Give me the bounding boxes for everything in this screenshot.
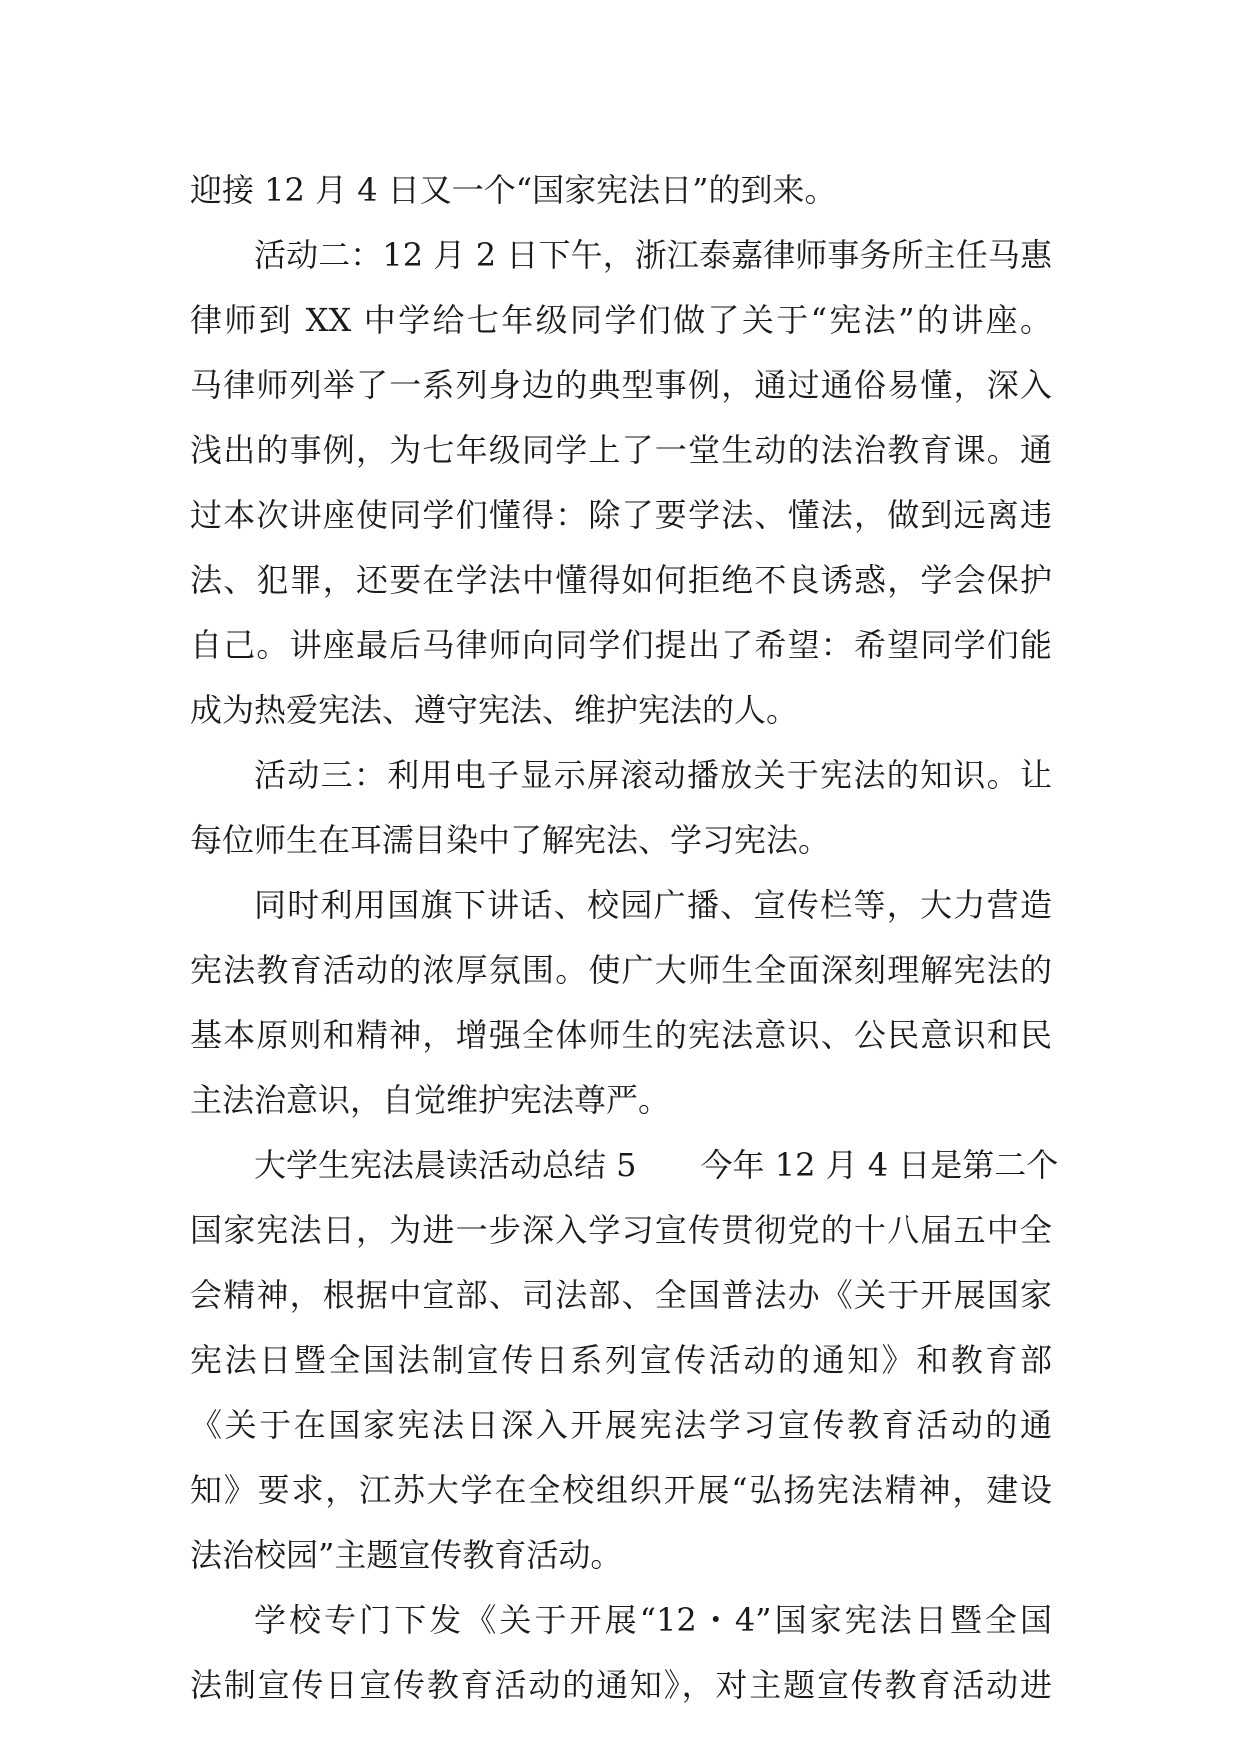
text-line: 大学生宪法晨读活动总结 5 今年 12 月 4 日是第二个 (254, 1146, 1059, 1184)
text-line: 活动二：12 月 2 日下午，浙江泰嘉律师事务所主任马惠 (254, 236, 1052, 274)
text-line: 主法治意识，自觉维护宪法尊严。 (190, 1081, 671, 1119)
text-line: 同时利用国旗下讲话、校园广播、宣传栏等，大力营造 (254, 886, 1052, 924)
text-line: 马律师列举了一系列身边的典型事例，通过通俗易懂，深入 (190, 366, 1052, 404)
text-line: 成为热爱宪法、遵守宪法、维护宪法的人。 (190, 691, 799, 729)
text-line: 《关于在国家宪法日深入开展宪法学习宣传教育活动的通 (190, 1406, 1052, 1444)
text-line: 法、犯罪，还要在学法中懂得如何拒绝不良诱惑，学会保护 (190, 561, 1052, 599)
text-line: 自己。讲座最后马律师向同学们提出了希望：希望同学们能 (190, 626, 1052, 664)
text-line: 浅出的事例，为七年级同学上了一堂生动的法治教育课。通 (190, 431, 1052, 469)
text-line: 宪法教育活动的浓厚氛围。使广大师生全面深刻理解宪法的 (190, 951, 1052, 989)
text-line: 知》要求，江苏大学在全校组织开展“弘扬宪法精神，建设 (190, 1471, 1052, 1509)
text-line: 会精神，根据中宣部、司法部、全国普法办《关于开展国家 (190, 1276, 1052, 1314)
text-line: 宪法日暨全国法制宣传日系列宣传活动的通知》和教育部 (190, 1341, 1052, 1379)
text-line: 法治校园”主题宣传教育活动。 (190, 1536, 623, 1574)
text-line: 法制宣传日宣传教育活动的通知》，对主题宣传教育活动进 (190, 1666, 1052, 1704)
body-text (190, 158, 1059, 1718)
text-line: 国家宪法日，为进一步深入学习宣传贯彻党的十八届五中全 (190, 1211, 1052, 1249)
text-line: 律师到 XX 中学给七年级同学们做了关于“宪法”的讲座。 (190, 301, 1052, 339)
text-line: 过本次讲座使同学们懂得：除了要学法、懂法，做到远离违 (190, 496, 1052, 534)
text-line: 每位师生在耳濡目染中了解宪法、学习宪法。 (190, 821, 831, 859)
text-line: 活动三：利用电子显示屏滚动播放关于宪法的知识。让 (254, 756, 1052, 794)
text-line: 基本原则和精神，增强全体师生的宪法意识、公民意识和民 (190, 1016, 1052, 1054)
text-line: 迎接 12 月 4 日又一个“国家宪法日”的到来。 (190, 171, 837, 209)
text-line: 学校专门下发《关于开展“12・4”国家宪法日暨全国 (254, 1601, 1052, 1639)
